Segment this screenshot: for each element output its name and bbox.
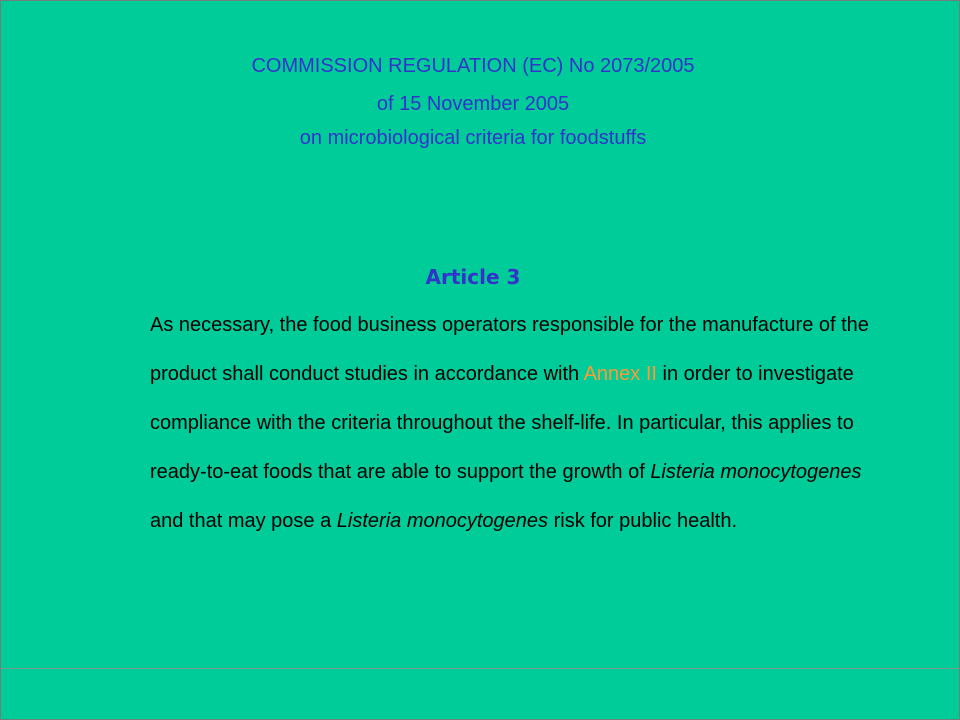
article-text-segment: risk for public health. [548, 510, 738, 532]
annex-ii-link[interactable]: Annex II [583, 363, 657, 385]
article-heading: Article 3 [425, 265, 521, 289]
footer-bar [1, 668, 959, 720]
organism-name: Listeria monocytogenes [650, 461, 862, 483]
regulation-subject: on microbiological criteria for foodstuffs [299, 127, 647, 149]
regulation-title: COMMISSION REGULATION (EC) No 2073/2005 [251, 55, 695, 77]
article-body-text [150, 301, 870, 546]
article-text-segment: and that may pose a [150, 510, 337, 532]
article-text-segment: As necessary, the food business operators responsible for the manufacture of the product shall conduct studies in accordance with [150, 314, 869, 385]
regulation-date: of 15 November 2005 [376, 93, 570, 115]
regulation-title-block [231, 51, 715, 153]
organism-name: Listeria monocytogenes [336, 510, 549, 532]
article-text-segment: in order to investigate compliance with the criteria throughout the shelf-life. In particular, this applies to ready-to-eat foods that are able to support the growth of [150, 363, 854, 483]
